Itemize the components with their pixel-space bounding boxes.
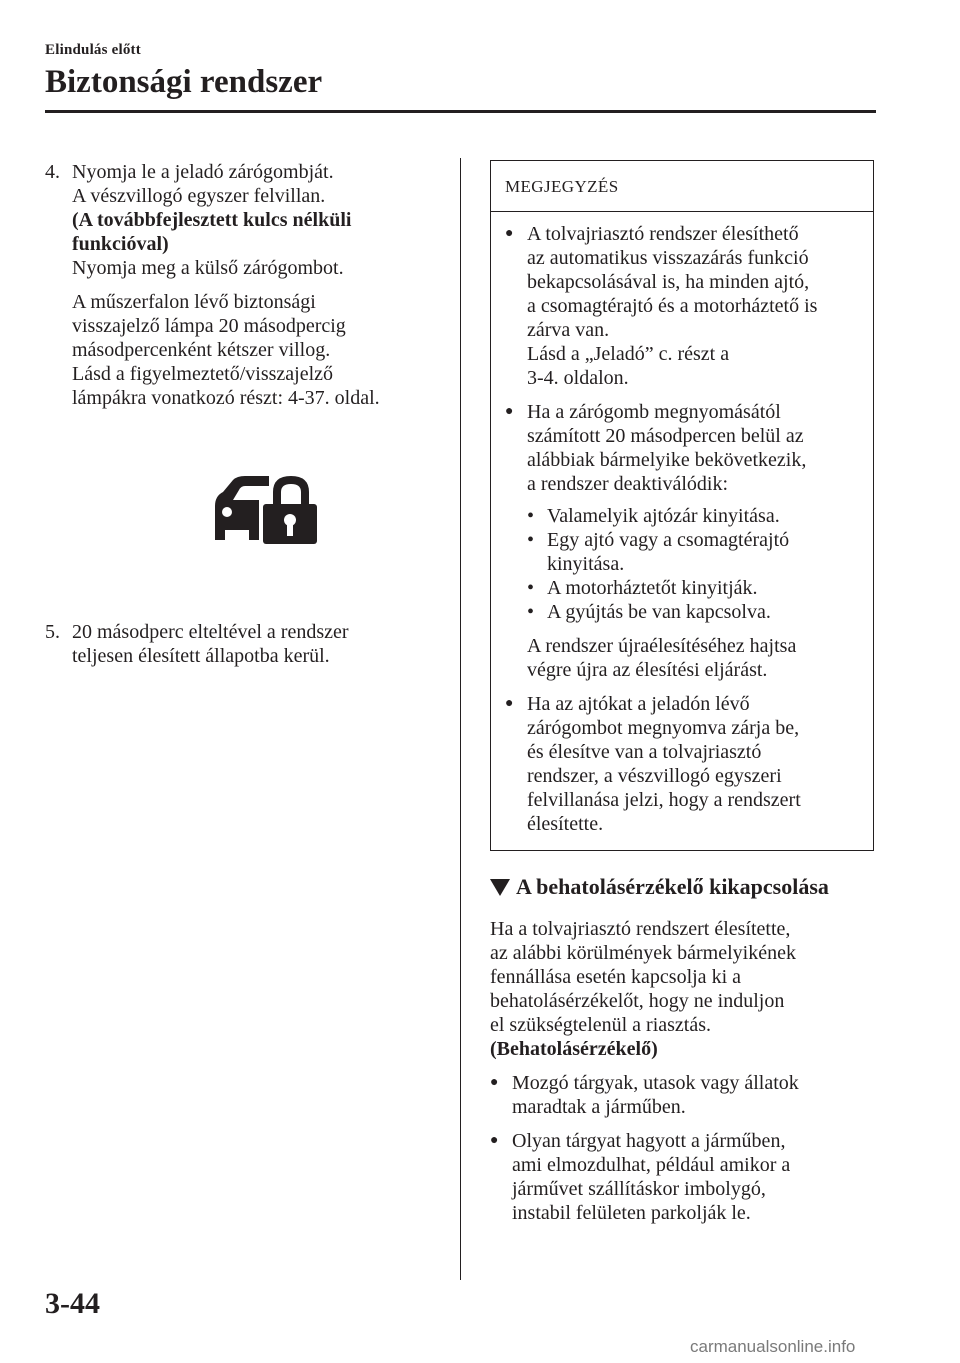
note-item xyxy=(505,222,859,390)
sub-list xyxy=(527,504,859,624)
security-indicator-car-lock-icon xyxy=(211,472,317,548)
text-line: Nyomja le a jeladó zárógombját. xyxy=(72,161,334,183)
watermark: carmanualsonline.info xyxy=(690,1337,856,1356)
text-line: fennállása esetén kapcsolja ki a xyxy=(490,966,741,988)
text-line: 20 másodperc elteltével a rendszer xyxy=(72,621,349,643)
text-line: a rendszer deaktiválódik: xyxy=(527,473,729,495)
step-body xyxy=(72,160,380,410)
text-line: el szükségtelenül a riasztás. xyxy=(490,1014,712,1036)
text-line: Ha az ajtókat a jeladón lévő xyxy=(527,693,750,715)
text-line: Nyomja meg a külső zárógombot. xyxy=(72,257,344,279)
text-line: Lásd a figyelmeztető/visszajelző xyxy=(72,363,334,385)
bullet-icon: ● xyxy=(505,696,514,711)
left-column xyxy=(45,160,445,668)
text-line: bekapcsolásával is, ha minden ajtó, xyxy=(527,271,810,293)
text-line: A rendszer újraélesítéséhez hajtsa xyxy=(527,635,797,657)
text-line: járművet szállításkor imbolygó, xyxy=(512,1178,766,1200)
text-line: maradtak a járműben. xyxy=(512,1096,686,1118)
bullet-icon: ● xyxy=(490,1075,499,1090)
text-line: alábbiak bármelyike bekövetkezik, xyxy=(527,449,807,471)
text-line: A motorháztetőt kinyitják. xyxy=(547,577,758,599)
text-line: rendszer, a vészvillogó egyszeri xyxy=(527,765,782,787)
bullet-icon: ● xyxy=(505,226,514,241)
subsection-paragraph xyxy=(490,917,875,1061)
bullet-icon: ● xyxy=(505,404,514,419)
note-box xyxy=(490,160,874,851)
right-column xyxy=(490,160,875,1225)
text-line: Lásd a „Jeladó” c. részt a xyxy=(527,343,730,365)
note-text xyxy=(527,222,859,390)
triangle-down-icon xyxy=(490,879,510,896)
bullet-text xyxy=(512,1129,875,1225)
note-text xyxy=(527,400,859,682)
text-line-bold: funkcióval) xyxy=(72,233,169,255)
text-line: és élesítve van a tolvajriasztó xyxy=(527,741,762,763)
section-small-title: Elindulás előtt xyxy=(45,42,141,58)
sub-list-item xyxy=(527,600,859,624)
sub-text xyxy=(547,504,859,528)
subsection-heading xyxy=(490,873,875,901)
sub-text xyxy=(547,528,859,576)
text-line: visszajelző lámpa 20 másodpercig xyxy=(72,315,346,337)
step-number: 5. xyxy=(45,621,60,643)
text-line: Mozgó tárgyak, utasok vagy állatok xyxy=(512,1072,799,1094)
text-line: 3-4. oldalon. xyxy=(527,367,629,389)
sub-list-item xyxy=(527,504,859,528)
text-line: végre újra az élesítési eljárást. xyxy=(527,659,768,681)
text-line: másodpercenként kétszer villog. xyxy=(72,339,331,361)
text-line: kinyitása. xyxy=(547,553,625,575)
text-line-bold: (A továbbfejlesztett kulcs nélküli xyxy=(72,209,352,231)
note-item xyxy=(505,692,859,836)
sub-list-item xyxy=(527,576,859,600)
text-line: Ha a tolvajriasztó rendszert élesítette, xyxy=(490,918,791,940)
subsection-heading-text: A behatolásérzékelő kikapcsolása xyxy=(516,874,829,899)
sub-text xyxy=(547,576,859,600)
text-line: Olyan tárgyat hagyott a járműben, xyxy=(512,1130,786,1152)
text-line: Egy ajtó vagy a csomagtérajtó xyxy=(547,529,790,551)
bullet-item xyxy=(490,1071,875,1119)
sub-bullet-icon: • xyxy=(527,601,535,623)
sub-list-item xyxy=(527,528,859,576)
text-line: lámpákra vonatkozó részt: 4-37. oldal. xyxy=(72,387,380,409)
bullet-item xyxy=(490,1129,875,1225)
header-rule xyxy=(45,110,876,113)
text-line: A gyújtás be van kapcsolva. xyxy=(547,601,771,623)
sub-bullet-icon: • xyxy=(527,505,535,527)
text-line: A műszerfalon lévő biztonsági xyxy=(72,291,316,313)
text-line: A vészvillogó egyszer felvillan. xyxy=(72,185,326,207)
sub-text xyxy=(547,600,859,624)
section-title: Biztonsági rendszer xyxy=(45,64,323,100)
step-4 xyxy=(45,160,445,410)
text-line: Valamelyik ajtózár kinyitása. xyxy=(547,505,780,527)
step-body xyxy=(72,620,349,668)
text-line: zárva van. xyxy=(527,319,610,341)
bullet-icon: ● xyxy=(490,1133,499,1148)
text-line: az alábbi körülmények bármelyikének xyxy=(490,942,796,964)
security-indicator-icon-wrap xyxy=(83,472,445,550)
sub-bullet-icon: • xyxy=(527,529,535,551)
page-number: 3-44 xyxy=(45,1287,100,1320)
note-item xyxy=(505,400,859,682)
text-line: zárógombot megnyomva zárja be, xyxy=(527,717,800,739)
column-divider xyxy=(460,158,461,1280)
step-number: 4. xyxy=(45,161,60,183)
text-line: behatolásérzékelőt, hogy ne induljon xyxy=(490,990,785,1012)
text-line: A tolvajriasztó rendszer élesíthető xyxy=(527,223,799,245)
subsection-bullets xyxy=(490,1071,875,1225)
text-line: teljesen élesített állapotba kerül. xyxy=(72,645,330,667)
bullet-text xyxy=(512,1071,875,1119)
text-line: felvillanása jelzi, hogy a rendszert xyxy=(527,789,801,811)
text-line: Ha a zárógomb megnyomásától xyxy=(527,401,781,423)
note-body xyxy=(491,212,873,850)
text-line: ami elmozdulhat, például amikor a xyxy=(512,1154,791,1176)
note-text xyxy=(527,692,859,836)
text-line: élesítette. xyxy=(527,813,604,835)
step-5 xyxy=(45,620,445,668)
text-line-bold: (Behatolásérzékelő) xyxy=(490,1038,658,1060)
text-line: az automatikus visszazárás funkció xyxy=(527,247,809,269)
note-heading: MEGJEGYZÉS xyxy=(491,161,873,212)
sub-bullet-icon: • xyxy=(527,577,535,599)
text-line: a csomagtérajtó és a motorháztető is xyxy=(527,295,818,317)
text-line: instabil felületen parkolják le. xyxy=(512,1202,751,1224)
text-line: számított 20 másodpercen belül az xyxy=(527,425,804,447)
